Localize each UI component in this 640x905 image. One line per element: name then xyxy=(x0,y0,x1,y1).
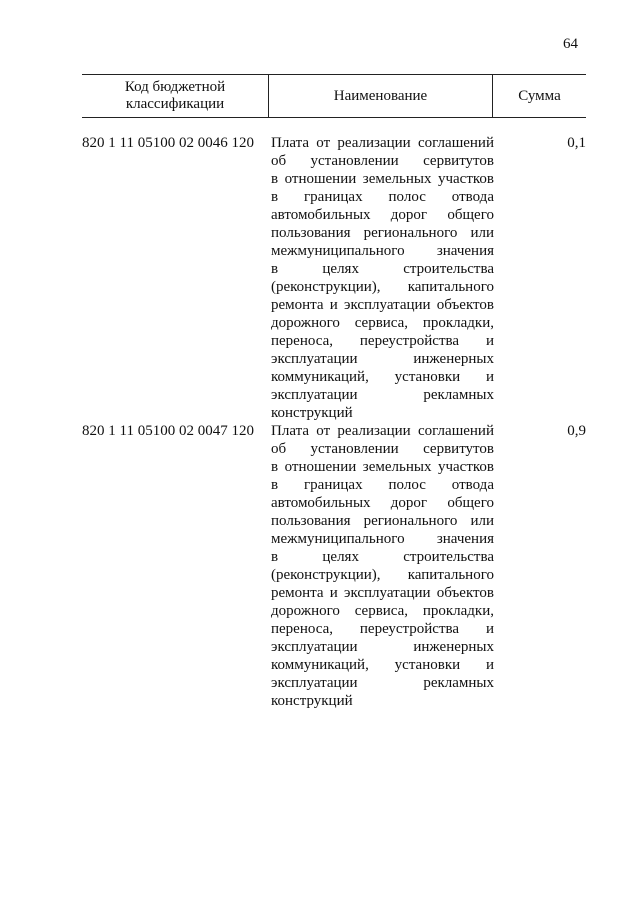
name-line-text: об установлении сервитутов xyxy=(271,153,494,169)
name-line xyxy=(271,314,494,332)
name-line-text: (реконструкции), капитального xyxy=(271,279,494,295)
name-line-text: (реконструкции), капитального xyxy=(271,567,494,583)
name-line xyxy=(271,242,494,260)
name-line-text: Плата от реализации соглашений xyxy=(271,423,494,439)
name-line-text: эксплуатации инженерных xyxy=(271,639,494,655)
name-line-text: пользования регионального или xyxy=(271,225,494,241)
name-line xyxy=(271,404,494,422)
name-line-text: в целях строительства xyxy=(271,261,494,277)
name-line xyxy=(271,602,494,620)
name-line xyxy=(271,638,494,656)
header-code-line2: классификации xyxy=(125,96,225,112)
item-name xyxy=(271,422,494,710)
name-line xyxy=(271,494,494,512)
name-line xyxy=(271,476,494,494)
name-line-text: автомобильных дорог общего xyxy=(271,207,494,223)
name-line xyxy=(271,368,494,386)
name-line-text: коммуникаций, установки и xyxy=(271,369,494,385)
item-name xyxy=(271,134,494,422)
header-code-column xyxy=(82,75,268,117)
name-line xyxy=(271,422,494,440)
table-header xyxy=(82,74,586,118)
name-line-text: конструкций xyxy=(271,405,353,421)
name-line xyxy=(271,350,494,368)
name-line xyxy=(271,170,494,188)
name-line xyxy=(271,260,494,278)
name-line-text: в отношении земельных участков xyxy=(271,459,494,475)
name-line xyxy=(271,548,494,566)
name-line-text: эксплуатации рекламных xyxy=(271,675,494,691)
name-line xyxy=(271,566,494,584)
name-line-text: переноса, переустройства и xyxy=(271,333,494,349)
name-line xyxy=(271,674,494,692)
name-line-text: эксплуатации инженерных xyxy=(271,351,494,367)
table-body xyxy=(82,134,586,710)
name-line xyxy=(271,278,494,296)
name-line-text: конструкций xyxy=(271,693,353,709)
header-name-column: Наименование xyxy=(333,87,428,104)
name-line-text: коммуникаций, установки и xyxy=(271,657,494,673)
name-line xyxy=(271,458,494,476)
name-line xyxy=(271,530,494,548)
budget-code: 820 1 11 05100 02 0046 120 xyxy=(82,135,254,151)
budget-code: 820 1 11 05100 02 0047 120 xyxy=(82,423,254,439)
name-line xyxy=(271,296,494,314)
name-line xyxy=(271,386,494,404)
table-row xyxy=(82,422,586,710)
name-line xyxy=(271,188,494,206)
name-line xyxy=(271,206,494,224)
name-line-text: переноса, переустройства и xyxy=(271,621,494,637)
name-line xyxy=(271,224,494,242)
name-line xyxy=(271,332,494,350)
amount: 0,9 xyxy=(567,423,586,439)
name-line-text: дорожного сервиса, прокладки, xyxy=(271,603,494,619)
name-line-text: в целях строительства xyxy=(271,549,494,565)
header-sum-column: Сумма xyxy=(518,87,561,104)
name-line-text: эксплуатации рекламных xyxy=(271,387,494,403)
name-line-text: ремонта и эксплуатации объектов xyxy=(271,585,494,601)
name-line xyxy=(271,584,494,602)
name-line-text: межмуниципального значения xyxy=(271,243,494,259)
name-line-text: Плата от реализации соглашений xyxy=(271,135,494,151)
name-line-text: дорожного сервиса, прокладки, xyxy=(271,315,494,331)
name-line xyxy=(271,620,494,638)
name-line xyxy=(271,134,494,152)
table-row xyxy=(82,134,586,422)
name-line-text: в границах полос отвода xyxy=(271,189,494,205)
name-line-text: об установлении сервитутов xyxy=(271,441,494,457)
name-line-text: межмуниципального значения xyxy=(271,531,494,547)
name-line-text: пользования регионального или xyxy=(271,513,494,529)
name-line-text: ремонта и эксплуатации объектов xyxy=(271,297,494,313)
name-line xyxy=(271,512,494,530)
page-number: 64 xyxy=(563,36,578,52)
amount: 0,1 xyxy=(567,135,586,151)
name-line xyxy=(271,440,494,458)
header-code-line1: Код бюджетной xyxy=(124,79,226,95)
name-line-text: автомобильных дорог общего xyxy=(271,495,494,511)
name-line xyxy=(271,152,494,170)
name-line xyxy=(271,656,494,674)
name-line-text: в границах полос отвода xyxy=(271,477,494,493)
name-line xyxy=(271,692,494,710)
name-line-text: в отношении земельных участков xyxy=(271,171,494,187)
